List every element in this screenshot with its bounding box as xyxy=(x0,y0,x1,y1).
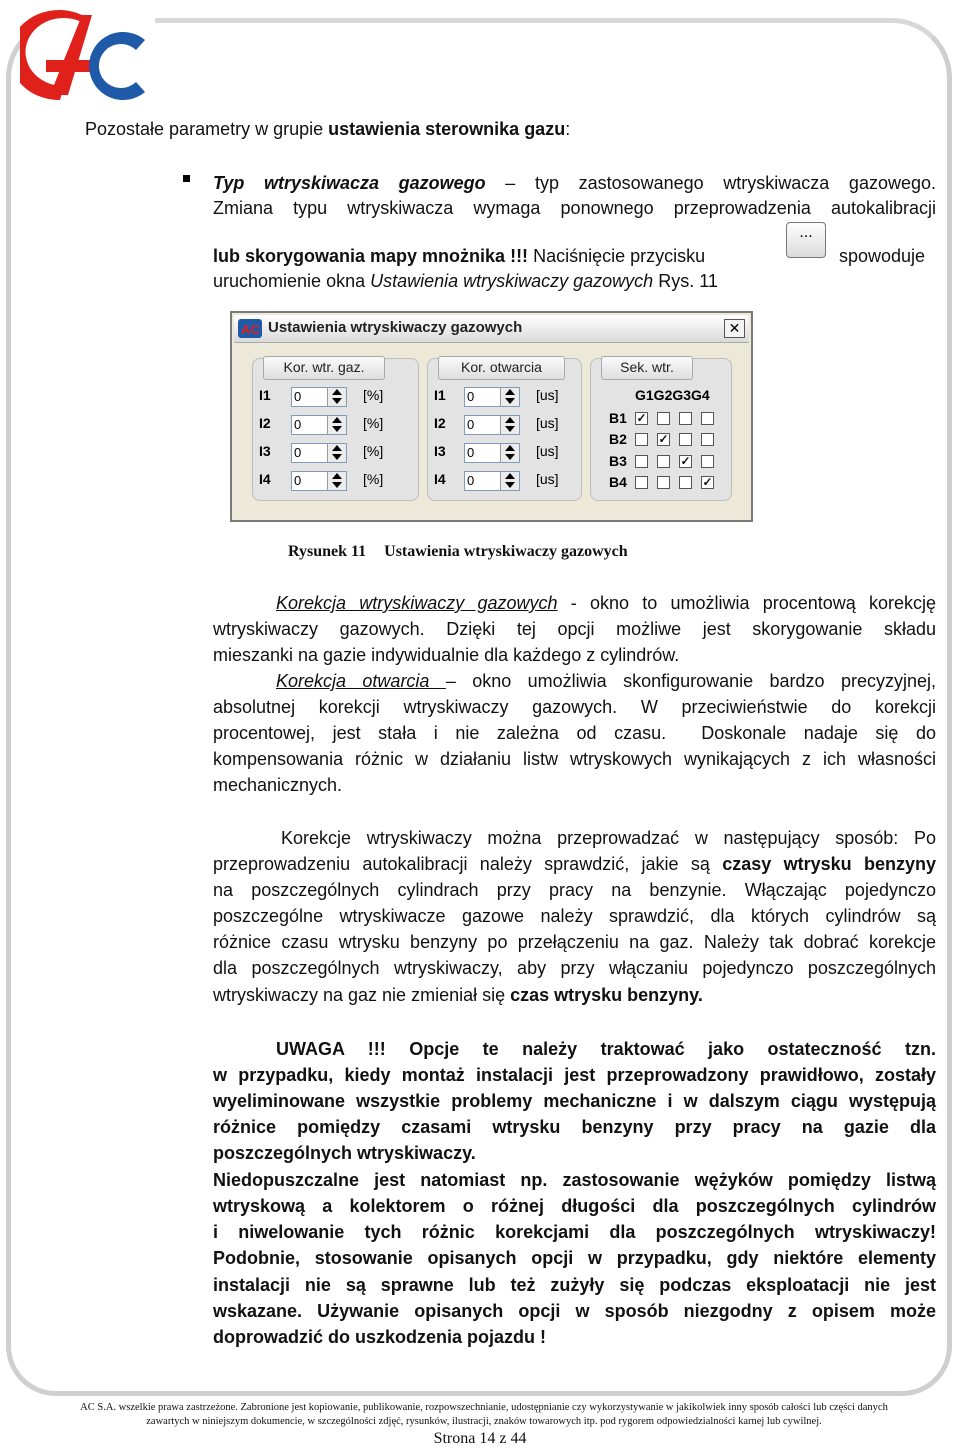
warning-line8-text: i niwelowanie tych różnic korekcjami dla poszczególnych wtryskiwaczy! xyxy=(213,1222,936,1242)
unit-label: [%] xyxy=(363,443,384,459)
bullet-line-3 xyxy=(213,243,705,269)
gas-correction-i2-spinbox[interactable] xyxy=(291,415,347,435)
row-label-i1: I1 xyxy=(259,387,271,403)
para1-line2 xyxy=(213,616,936,642)
bullet-line-1-rest: – typ zastosowanego wtryskiwacza gazowego. xyxy=(485,173,936,193)
bullet-line-4 xyxy=(213,268,718,294)
opening-correction-i1-spinbox[interactable] xyxy=(464,387,520,407)
warning-line6-text: Niedopuszczalne jest natomiast np. zastosowanie wężyków pomiędzy listwą xyxy=(213,1170,936,1190)
spin-value: 0 xyxy=(467,473,475,488)
bullet-line-3-end xyxy=(839,243,925,269)
spin-arrows-icon[interactable] xyxy=(327,444,346,462)
warning-line4-text: różnice pomiędzy czasami wtrysku benzyny przy pracy na gazie dla xyxy=(213,1117,936,1137)
sequence-checkbox-b4-g3[interactable] xyxy=(679,476,692,489)
sequence-checkbox-b3-g2[interactable] xyxy=(657,455,670,468)
svg-text:AC: AC xyxy=(241,322,260,337)
warning-line6 xyxy=(213,1167,936,1193)
bullet-line-4-post: Rys. 11 xyxy=(653,271,718,291)
unit-label: [%] xyxy=(363,415,384,431)
para1-line2-text: wtryskiwaczy gazowych. Dzięki tej opcji możliwe jest skorygowanie składu xyxy=(213,619,936,639)
para3-line3 xyxy=(213,877,936,903)
bullet-line-4-italic: Ustawienia wtryskiwaczy gazowych xyxy=(370,271,654,291)
group-injection-sequence-header: Sek. wtr. xyxy=(601,356,693,380)
row-label-b3: B3 xyxy=(609,453,627,469)
row-label-i2: I2 xyxy=(259,415,271,431)
unit-label: [%] xyxy=(363,387,384,403)
spin-value: 0 xyxy=(294,473,302,488)
sequence-checkbox-b2-g3[interactable] xyxy=(679,433,692,446)
sequence-checkbox-b2-g2[interactable]: ✓ xyxy=(658,432,669,446)
company-logo xyxy=(20,0,155,115)
warning-line5 xyxy=(213,1140,476,1166)
group-gas-correction xyxy=(252,358,419,501)
row-label-i1: I1 xyxy=(434,387,446,403)
sequence-checkbox-b2-g1[interactable] xyxy=(635,433,648,446)
unit-label: [us] xyxy=(536,415,559,431)
unit-label: [us] xyxy=(536,443,559,459)
sequence-checkbox-b4-g4[interactable]: ✓ xyxy=(702,475,713,489)
bullet-line-3-bold: lub skorygowania mapy mnożnika !!! xyxy=(213,246,529,266)
para3-line5-text: różnice czasu wtrysku benzyny po przełączeniu na gaz. Należy tak dobrać korekcje xyxy=(213,932,936,952)
bullet-marker xyxy=(183,175,190,182)
sequence-checkbox-b3-g3[interactable]: ✓ xyxy=(680,454,691,468)
sequence-checkbox-b1-g1[interactable]: ✓ xyxy=(636,411,647,425)
group-opening-correction xyxy=(427,358,582,501)
opening-correction-i3-spinbox[interactable] xyxy=(464,443,520,463)
para3-line7 xyxy=(213,982,703,1008)
group-injection-sequence xyxy=(590,358,732,501)
bullet-line-2-text: Zmiana typu wtryskiwacza wymaga ponownego przeprowadzenia autokalibracji xyxy=(213,198,936,218)
row-label-i2: I2 xyxy=(434,415,446,431)
warning-line9 xyxy=(213,1245,936,1271)
warning-line11 xyxy=(213,1298,936,1324)
opening-correction-i4-spinbox[interactable] xyxy=(464,471,520,491)
para3-line4-text: poszczególne wtryskiwacze gazowe należy sprawdzić, dla których cylindrów są xyxy=(213,906,936,926)
sequence-checkbox-b1-g2[interactable] xyxy=(657,412,670,425)
ellipsis-button-label: ... xyxy=(799,224,813,241)
row-label-i3: I3 xyxy=(259,443,271,459)
para3-line2-pre: przeprowadzeniu autokalibracji należy sprawdzić, jakie są xyxy=(213,854,723,874)
spin-value: 0 xyxy=(294,445,302,460)
warning-line9-text: Podobnie, stosowanie opisanych opcji w przypadku, gdy niektóre elementy xyxy=(213,1248,936,1268)
spin-arrows-icon[interactable] xyxy=(500,388,519,406)
para1-line1-text: - okno to umożliwia procentową korekcję xyxy=(557,593,937,613)
row-label-i4: I4 xyxy=(259,471,271,487)
para2-line1-text: – okno umożliwia skonfigurowanie bardzo precyzyjnej, xyxy=(445,671,936,691)
bullet-line-1 xyxy=(213,170,936,196)
warning-line12-text: doprowadzić do uszkodzenia pojazdu ! xyxy=(213,1327,547,1347)
para2-line3 xyxy=(213,720,936,746)
intro-prefix: Pozostałe parametry w grupie xyxy=(85,119,329,139)
para1-line3 xyxy=(213,642,679,668)
warning-line4 xyxy=(213,1114,936,1140)
bullet-line-3-rest: Naciśnięcie przycisku xyxy=(528,246,706,266)
ellipsis-button[interactable] xyxy=(786,222,826,258)
row-label-i3: I3 xyxy=(434,443,446,459)
sequence-column-headers: G1G2G3G4 xyxy=(635,387,710,403)
para3-line4 xyxy=(213,903,936,929)
close-icon[interactable]: ✕ xyxy=(724,319,745,338)
warning-line1-text: UWAGA !!! Opcje te należy traktować jako ostateczność tzn. xyxy=(276,1039,936,1059)
para2-line1 xyxy=(276,668,936,694)
opening-correction-i2-spinbox[interactable] xyxy=(464,415,520,435)
spin-value: 0 xyxy=(294,417,302,432)
group-opening-correction-header: Kor. otwarcia xyxy=(438,356,565,380)
bullet-line-3-end-text: spowoduje xyxy=(839,246,926,266)
warning-line5-text: poszczególnych wtryskiwaczy. xyxy=(213,1143,476,1163)
group-gas-correction-header: Kor. wtr. gaz. xyxy=(263,356,385,380)
row-label-b1: B1 xyxy=(609,410,627,426)
para3-line1-text: Korekcje wtryskiwaczy można przeprowadzać w następujący sposób: Po xyxy=(281,828,936,848)
sequence-checkbox-b4-g2[interactable] xyxy=(657,476,670,489)
para2-line3-text: procentowej, jest stała i nie zależna od czasu. Doskonale nadaje się do xyxy=(213,723,936,743)
spin-value: 0 xyxy=(467,417,475,432)
para3-line7-pre: wtryskiwaczy na gaz nie zmieniał się xyxy=(213,985,511,1005)
warning-line1 xyxy=(276,1036,936,1062)
page-number: Strona 14 z 44 xyxy=(433,1430,527,1447)
sequence-checkbox-b4-g1[interactable] xyxy=(635,476,648,489)
para3-line3-text: na poszczególnych cylindrach przy pracy na benzynie. Włączając pojedynczo xyxy=(213,880,936,900)
dialog-title: Ustawienia wtryskiwaczy gazowych xyxy=(268,319,523,336)
injector-settings-dialog xyxy=(230,311,753,522)
sequence-checkbox-b1-g4[interactable] xyxy=(701,412,714,425)
sequence-checkbox-b3-g1[interactable] xyxy=(635,455,648,468)
intro-line xyxy=(85,116,570,142)
unit-label: [%] xyxy=(363,471,384,487)
intro-bold: ustawienia sterownika gazu xyxy=(328,119,566,139)
row-label-b4: B4 xyxy=(609,474,627,490)
unit-label: [us] xyxy=(536,471,559,487)
row-label-i4: I4 xyxy=(434,471,446,487)
intro-suffix: : xyxy=(565,119,571,139)
warning-line8 xyxy=(213,1219,936,1245)
warning-line7 xyxy=(213,1193,936,1219)
spin-value: 0 xyxy=(467,389,475,404)
warning-line7-text: wtryskową a kolektorem o różnej długości dla poszczególnych cylindrów xyxy=(213,1196,936,1216)
para3-line5 xyxy=(213,929,936,955)
gas-correction-i3-spinbox[interactable] xyxy=(291,443,347,463)
gas-injector-correction-term: Korekcja wtryskiwaczy gazowych xyxy=(276,593,558,613)
gas-correction-i4-spinbox[interactable] xyxy=(291,471,347,491)
para3-line7-bold: czas wtrysku benzyny. xyxy=(510,985,703,1005)
para3-line6-text: dla poszczególnych wtryskiwaczy, aby przy włączaniu pojedynczo poszczególnych xyxy=(213,958,936,978)
warning-line10 xyxy=(213,1272,936,1298)
warning-line2 xyxy=(213,1062,936,1088)
spin-arrows-icon[interactable] xyxy=(500,416,519,434)
warning-line12 xyxy=(213,1324,546,1350)
para2-line5-text: mechanicznych. xyxy=(213,775,343,795)
app-icon xyxy=(238,319,262,338)
warning-line10-text: instalacji nie są sprawne lub też zużyły się podczas eksploatacji nie jest xyxy=(213,1275,936,1295)
warning-line3 xyxy=(213,1088,936,1114)
para2-line4 xyxy=(213,746,936,772)
spin-arrows-icon[interactable] xyxy=(500,444,519,462)
para2-line2-text: absolutnej korekcji wtryskiwaczy gazowych. W przeciwieństwie do korekcji xyxy=(213,697,936,717)
para1-line3-text: mieszanki na gazie indywidualnie dla każdego z cylindrów. xyxy=(213,645,680,665)
sequence-checkbox-b3-g4[interactable] xyxy=(701,455,714,468)
row-label-b2: B2 xyxy=(609,431,627,447)
para3-line2-bold: czasy wtrysku benzyny xyxy=(722,854,937,874)
bullet-line-4-pre: uruchomienie okna xyxy=(213,271,371,291)
copyright-line1: AC S.A. wszelkie prawa zastrzeżone. Zabronione jest kopiowanie, publikowanie, rozpowszechnianie, udostępnianie czy wykorzystywanie w jakikolwiek inny sposób całości lub części danych xyxy=(80,1402,888,1413)
para3-line2 xyxy=(213,851,936,877)
spin-arrows-icon[interactable] xyxy=(500,472,519,490)
spin-arrows-icon[interactable] xyxy=(327,472,346,490)
para2-line5 xyxy=(213,772,342,798)
copyright-line2: zawartych w niniejszym dokumencie, w szczególności zdjęć, rysunków, ilustracji, znaków towarowych itp. pod rygorem odpowiedzialności karnej lub cywilnej. xyxy=(146,1416,822,1427)
spin-value: 0 xyxy=(294,389,302,404)
para3-line1 xyxy=(281,825,936,851)
sequence-checkbox-b2-g4[interactable] xyxy=(701,433,714,446)
dialog-titlebar xyxy=(234,315,749,343)
unit-label: [us] xyxy=(536,387,559,403)
gas-correction-i1-spinbox[interactable] xyxy=(291,387,347,407)
copyright-notice xyxy=(44,1401,924,1429)
caption-text: Ustawienia wtryskiwaczy gazowych xyxy=(384,543,628,560)
para3-line6 xyxy=(213,955,936,981)
spin-arrows-icon[interactable] xyxy=(327,416,346,434)
caption-label: Rysunek 11 xyxy=(288,543,367,560)
injector-type-term: Typ wtryskiwacza gazowego xyxy=(213,173,486,193)
opening-correction-term: Korekcja otwarcia xyxy=(276,671,446,691)
figure-caption xyxy=(288,543,628,561)
spin-value: 0 xyxy=(467,445,475,460)
warning-line3-text: wyeliminowane wszystkie problemy mechaniczne i w dalszym ciągu występują xyxy=(213,1091,936,1111)
para2-line4-text: kompensowania różnic w działaniu listw wtryskowych wynikających z ich własności xyxy=(213,749,936,769)
sequence-checkbox-b1-g3[interactable] xyxy=(679,412,692,425)
warning-line2-text: w przypadku, kiedy montaż instalacji jest przeprowadzony prawidłowo, zostały xyxy=(213,1065,936,1085)
bullet-line-2 xyxy=(213,195,936,221)
spin-arrows-icon[interactable] xyxy=(327,388,346,406)
para2-line2 xyxy=(213,694,936,720)
para1-line1 xyxy=(276,590,936,616)
warning-line11-text: wskazane. Używanie opisanych opcji w sposób niezgodny z opisem może xyxy=(213,1301,936,1321)
